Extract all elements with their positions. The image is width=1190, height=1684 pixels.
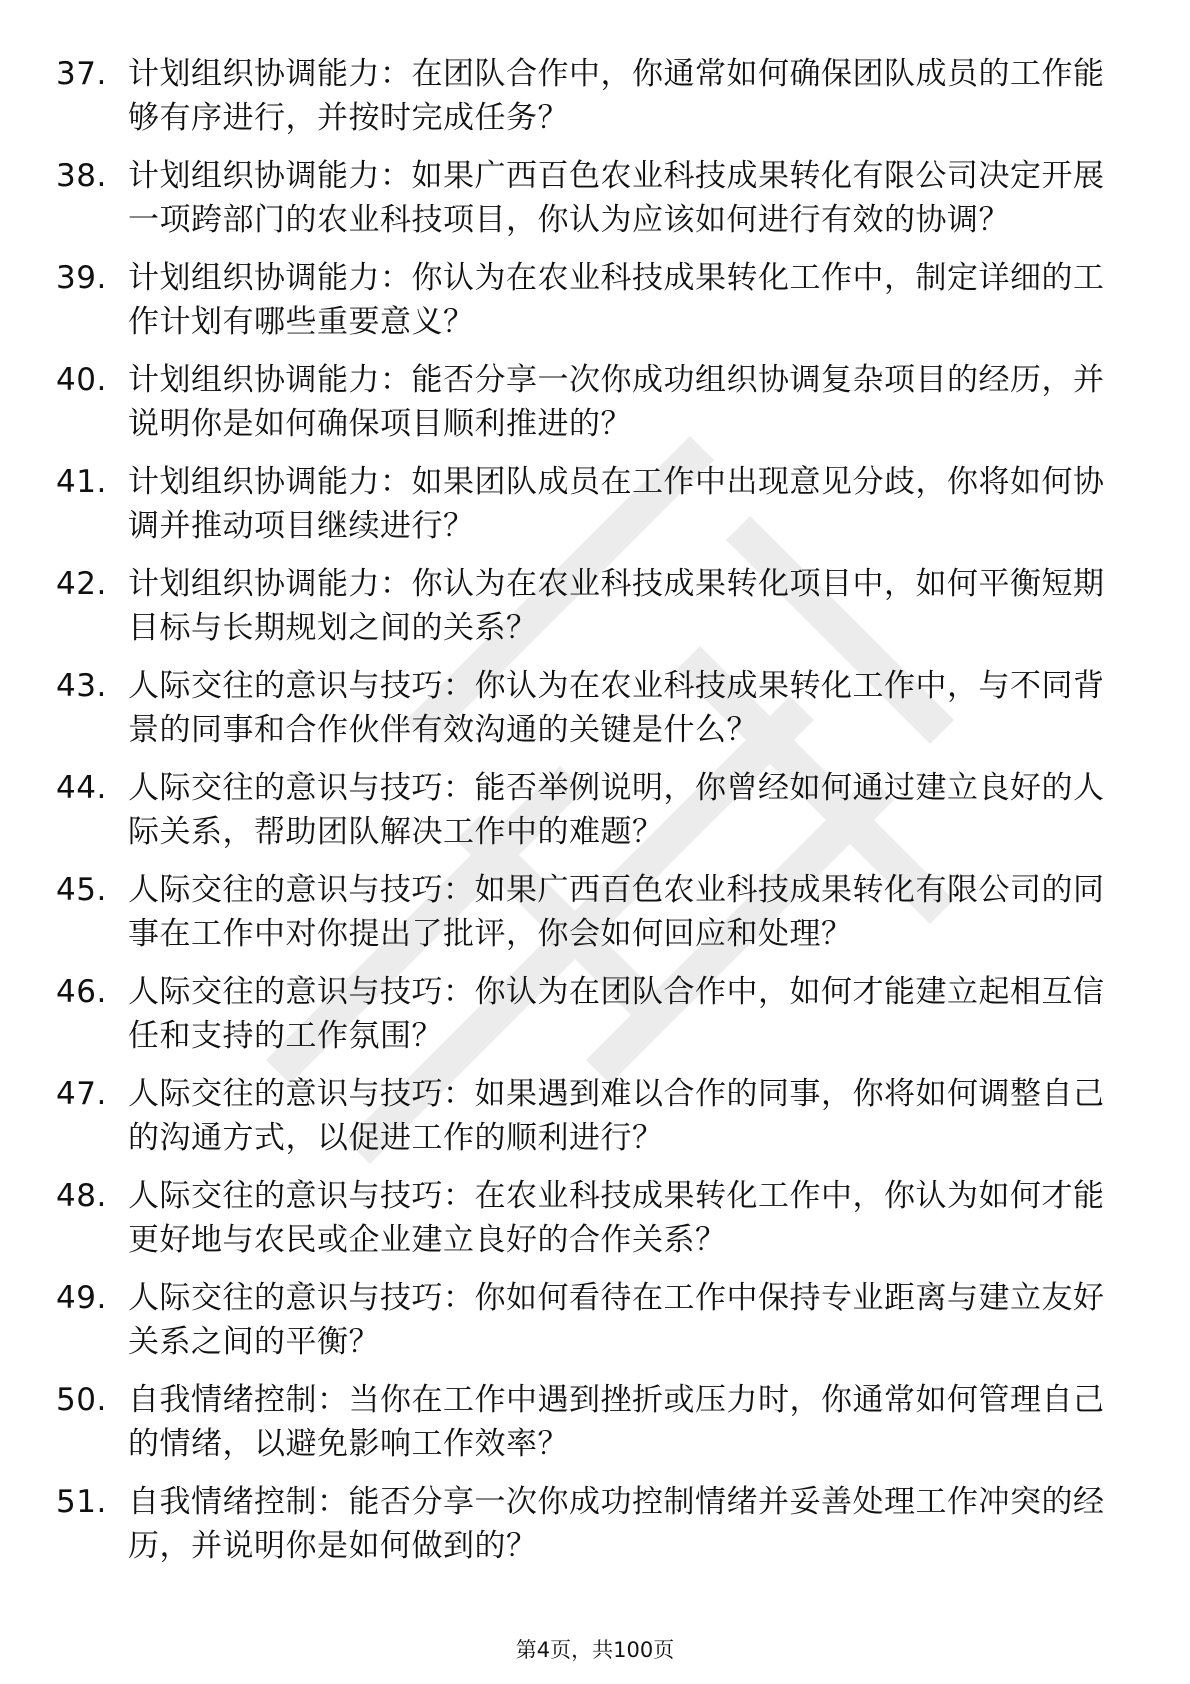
question-text: 计划组织协调能力：如果团队成员在工作中出现意见分歧，你将如何协调并推动项目继续进行？ <box>128 464 1105 544</box>
question-item <box>0 460 1190 548</box>
question-number: 44. <box>56 770 107 806</box>
question-number: 40. <box>56 362 107 398</box>
question-number: 43. <box>56 668 107 704</box>
question-item <box>0 970 1190 1058</box>
question-item <box>0 766 1190 854</box>
question-number: 47. <box>56 1076 107 1112</box>
question-text: 人际交往的意识与技巧：如果遇到难以合作的同事，你将如何调整自己的沟通方式，以促进工作的顺利进行？ <box>128 1076 1105 1156</box>
question-number: 41. <box>56 464 107 500</box>
question-text: 人际交往的意识与技巧：你如何看待在工作中保持专业距离与建立友好关系之间的平衡？ <box>128 1280 1105 1360</box>
question-number: 49. <box>56 1280 107 1316</box>
question-item <box>0 1072 1190 1160</box>
question-number: 37. <box>56 56 107 92</box>
question-item <box>0 52 1190 140</box>
question-item <box>0 154 1190 242</box>
question-number: 42. <box>56 566 107 602</box>
question-text: 计划组织协调能力：如果广西百色农业科技成果转化有限公司决定开展一项跨部门的农业科技项目，你认为应该如何进行有效的协调？ <box>128 158 1105 238</box>
question-number: 45. <box>56 872 107 908</box>
question-text: 计划组织协调能力：在团队合作中，你通常如何确保团队成员的工作能够有序进行，并按时完成任务？ <box>128 56 1105 136</box>
question-item <box>0 256 1190 344</box>
question-item <box>0 1378 1190 1466</box>
question-text: 人际交往的意识与技巧：能否举例说明，你曾经如何通过建立良好的人际关系，帮助团队解决工作中的难题？ <box>128 770 1105 850</box>
question-text: 计划组织协调能力：你认为在农业科技成果转化工作中，制定详细的工作计划有哪些重要意义？ <box>128 260 1105 340</box>
question-text: 人际交往的意识与技巧：如果广西百色农业科技成果转化有限公司的同事在工作中对你提出了批评，你会如何回应和处理？ <box>128 872 1105 952</box>
question-item <box>0 664 1190 752</box>
question-item <box>0 1174 1190 1262</box>
question-text: 自我情绪控制：能否分享一次你成功控制情绪并妥善处理工作冲突的经历，并说明你是如何做到的？ <box>128 1484 1105 1564</box>
question-number: 38. <box>56 158 107 194</box>
question-item <box>0 562 1190 650</box>
question-number: 39. <box>56 260 107 296</box>
question-text: 计划组织协调能力：能否分享一次你成功组织协调复杂项目的经历，并说明你是如何确保项目顺利推进的？ <box>128 362 1105 442</box>
question-text: 人际交往的意识与技巧：在农业科技成果转化工作中，你认为如何才能更好地与农民或企业建立良好的合作关系？ <box>128 1178 1105 1258</box>
page-footer <box>0 1636 1190 1664</box>
question-text: 人际交往的意识与技巧：你认为在农业科技成果转化工作中，与不同背景的同事和合作伙伴有效沟通的关键是什么？ <box>128 668 1105 748</box>
question-number: 50. <box>56 1382 107 1418</box>
question-item <box>0 868 1190 956</box>
question-list <box>0 52 1190 1582</box>
page-number-label: 第4页，共100页 <box>515 1638 675 1662</box>
question-item <box>0 1276 1190 1364</box>
question-text: 人际交往的意识与技巧：你认为在团队合作中，如何才能建立起相互信任和支持的工作氛围？ <box>128 974 1105 1054</box>
question-text: 计划组织协调能力：你认为在农业科技成果转化项目中，如何平衡短期目标与长期规划之间的关系？ <box>128 566 1105 646</box>
question-number: 48. <box>56 1178 107 1214</box>
question-text: 自我情绪控制：当你在工作中遇到挫折或压力时，你通常如何管理自己的情绪，以避免影响工作效率？ <box>128 1382 1105 1462</box>
question-item <box>0 358 1190 446</box>
question-item <box>0 1480 1190 1568</box>
question-number: 46. <box>56 974 107 1010</box>
question-number: 51. <box>56 1484 107 1520</box>
